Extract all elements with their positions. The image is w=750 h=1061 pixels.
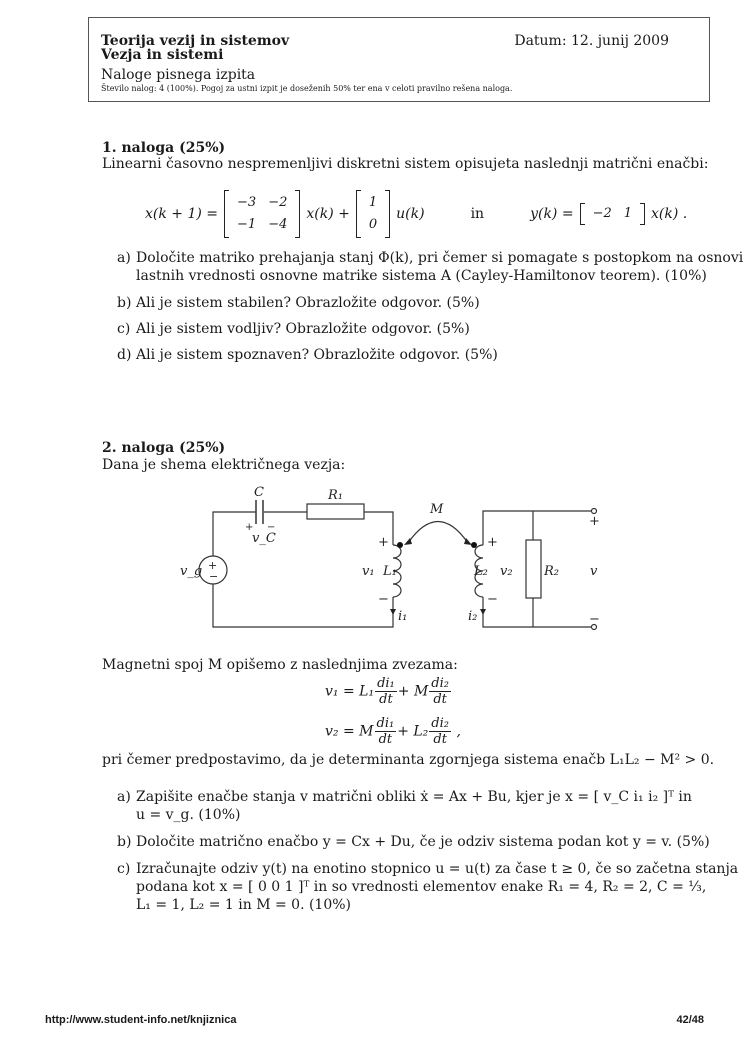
label-v: v (590, 564, 598, 579)
coupling-eq-2: v₂ = M $\frac{\text{di₁}}{dt}$ + L₂ $\frac{\text{di₂}}{dt}$ , (325, 716, 461, 747)
task2-intro: Dana je shema električnega vezja: (102, 457, 346, 473)
task1-item-b: b) Ali je sistem stabilen? Obrazložite odgovor. (5%) (117, 295, 480, 311)
svg-text:+: + (378, 535, 389, 550)
task1-item-c: c) Ali je sistem vodljiv? Obrazložite odgovor. (5%) (117, 321, 470, 337)
label-L2: L₂ (474, 564, 488, 579)
label-v2: v₂ (500, 564, 513, 579)
exam-subtitle: Naloge pisnega izpita (101, 67, 256, 83)
label-i2: i₂ (468, 609, 478, 624)
svg-text:+: + (589, 514, 600, 529)
eq-uk: u(k) (396, 206, 425, 222)
task1-intro: Linearni časovno nespremenljivi diskretni sistem opisujeta naslednji matrični enačbi: (102, 156, 709, 172)
exam-note: Število nalog: 4 (100%). Pogoj za ustni izpit je doseženih 50% ter ena v celoti pravilno rešena naloga. (101, 84, 513, 93)
eq-xk2: x(k) . (651, 206, 688, 222)
label-M: M (430, 502, 444, 517)
determinant-condition: pri čemer predpostavimo, da je determinanta zgornjega sistema enačb L₁L₂ − M² > 0. (102, 752, 715, 768)
svg-text:+: + (487, 535, 498, 550)
matrix-B: 1 0 (356, 190, 390, 238)
coupling-intro: Magnetni spoj M opišemo z naslednjima zvezama: (102, 657, 458, 673)
svg-text:−: − (267, 522, 276, 533)
wire (213, 584, 393, 627)
label-vg: v_g (180, 564, 203, 579)
resistor-R2 (526, 540, 541, 598)
matrix-A: −3 −2 −1 −4 (224, 190, 300, 238)
footer-url[interactable]: http://www.student-info.net/knjiznica (45, 1014, 237, 1026)
svg-text:+: + (208, 559, 218, 572)
svg-text:−: − (589, 612, 600, 627)
wire (213, 512, 256, 556)
page-number: 42/48 (676, 1014, 704, 1026)
coupling-arrow (408, 522, 468, 544)
label-vC: v_C (252, 531, 276, 546)
task2-item-a: a) Zapišite enačbe stanja v matrični obliki ẋ = Ax + Bu, kjer je x = [ v_C i₁ i₂ ]ᵀ in u = v_g. (10%) (117, 789, 692, 823)
label-v1: v₁ (362, 564, 375, 579)
eq-ylhs: y(k) = (530, 206, 574, 222)
svg-text:−: − (378, 592, 389, 607)
label-R1: R₁ (328, 488, 343, 503)
task1-item-a: a) Določite matriko prehajanja stanj Φ(k), pri čemer si pomagate s postopkom na osnovi lastnih vrednosti osnovne matrike sistema A (Cayley-Hamiltonov teorem). (10%) (117, 250, 744, 284)
course-alt-title: Vezja in sistemi (101, 47, 224, 63)
terminal (592, 509, 597, 514)
label-R2: R₂ (544, 564, 559, 579)
eq-lhs: x(k + 1) = (145, 206, 219, 222)
dot-L1 (397, 542, 403, 548)
label-L1: L₁ (383, 564, 397, 579)
eq-xk: x(k) + (306, 206, 350, 222)
dot-L2 (471, 542, 477, 548)
svg-text:−: − (487, 592, 498, 607)
resistor-R1 (307, 504, 364, 519)
eq-in: in (470, 206, 485, 222)
svg-text:−: − (209, 570, 219, 583)
task2-item-c: c) Izračunajte odziv y(t) na enotino stopnico u = u(t) za čase t ≥ 0, če so začetna stanja podana kot x = [ 0 0 1 ]ᵀ in so vrednosti elementov enake R₁ = 4, R₂ = 2, C = ⅓, L₁ = 1, L₂ = 1 in M = 0. (10%) (117, 861, 739, 913)
course-title: Teorija vezij in sistemov (101, 33, 290, 49)
task2-item-b: b) Določite matrično enačbo y = Cx + Du, če je odziv sistema podan kot y = v. (5%) (117, 834, 710, 850)
task2-title: 2. naloga (25%) (102, 440, 226, 456)
exam-date: Datum: 12. junij 2009 (514, 33, 669, 49)
svg-text:+: + (245, 522, 254, 533)
task1-title: 1. naloga (25%) (102, 140, 226, 156)
label-C: C (254, 485, 264, 500)
label-i1: i₁ (398, 609, 408, 624)
task1-item-d: d) Ali je sistem spoznaven? Obrazložite odgovor. (5%) (117, 347, 498, 363)
coupling-eq-1: v₁ = L₁ $\frac{\text{di₁}}{dt}$ + M $\frac{\text{di₂}}{dt}$ (325, 676, 449, 707)
matrix-C: −2 1 (580, 203, 645, 225)
